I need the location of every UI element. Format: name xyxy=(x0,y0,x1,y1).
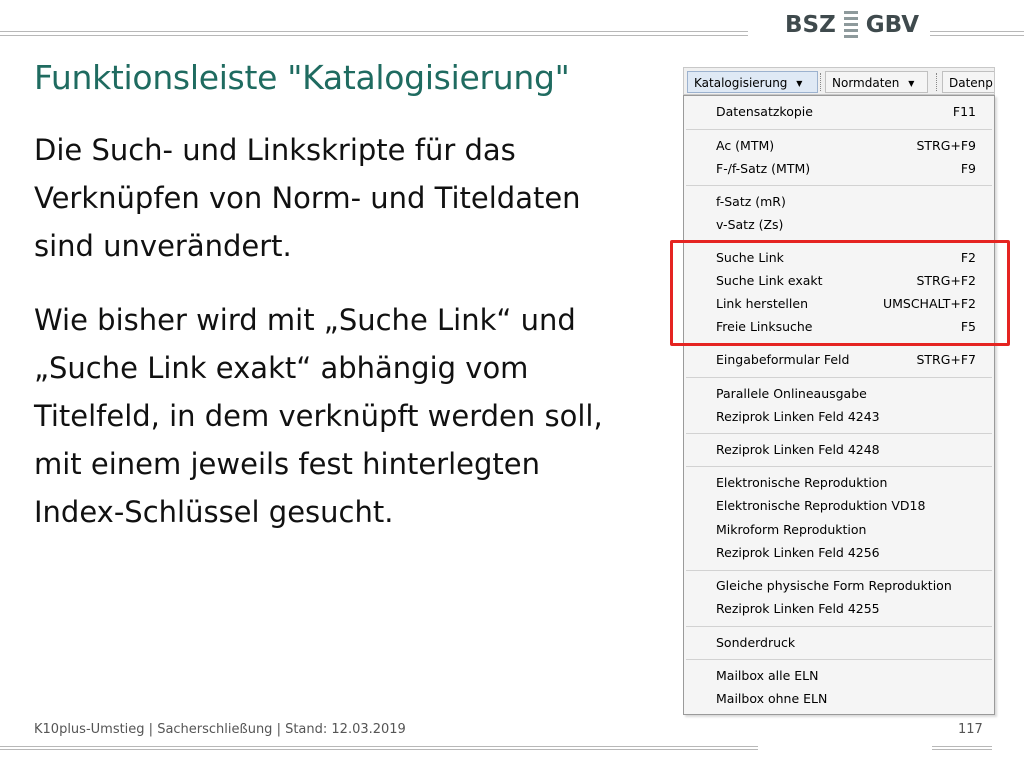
menu-item-label: Gleiche physische Form Reproduktion xyxy=(716,578,952,593)
footer-rule-bottom xyxy=(0,749,758,750)
menu-item-label: Reziprok Linken Feld 4243 xyxy=(716,409,880,424)
menu-item-label: Sonderdruck xyxy=(716,635,796,650)
menu-separator xyxy=(686,466,992,467)
logo-text-left: BSZ xyxy=(785,12,836,38)
menu-normdaten-label: Normdaten xyxy=(832,76,900,90)
logo-mark-icon xyxy=(842,10,860,40)
menu-item-f-satz-mtm[interactable] xyxy=(716,159,976,179)
slide-title: Funktionsleiste "Katalogisierung" xyxy=(34,58,570,97)
header-rule-top xyxy=(0,31,748,32)
menu-katalogisierung-label: Katalogisierung xyxy=(694,76,788,90)
menu-item-v-satz-zs[interactable] xyxy=(716,215,976,235)
katalogisierung-dropdown xyxy=(683,95,995,715)
header-rule-bottom xyxy=(0,35,748,36)
chevron-down-icon: ▼ xyxy=(796,78,803,88)
chevron-down-icon: ▼ xyxy=(908,78,915,88)
logo-text-right: GBV xyxy=(865,12,920,38)
menu-item-label: Ac (MTM) xyxy=(716,138,775,153)
menu-item-shortcut: STRG+F9 xyxy=(916,138,976,153)
footer-rule-right-top xyxy=(932,746,992,747)
menu-datenpflege-label: Datenp xyxy=(949,76,993,90)
footer-info: K10plus-Umstieg | Sacherschließung | Stand: 12.03.2019 xyxy=(34,722,406,737)
menu-item-reziprok-4248[interactable] xyxy=(716,440,976,460)
menu-item-label: Mailbox alle ELN xyxy=(716,668,819,683)
menu-separator xyxy=(686,570,992,571)
menu-item-ac-mtm[interactable] xyxy=(716,136,976,156)
menu-item-label: Datensatzkopie xyxy=(716,104,813,119)
menu-katalogisierung[interactable] xyxy=(687,71,818,93)
toolbar-grip-icon[interactable] xyxy=(936,73,940,91)
menu-datenpflege[interactable] xyxy=(942,71,995,93)
footer-rule-right-bottom xyxy=(932,749,992,750)
menu-item-mailbox-alle-eln[interactable] xyxy=(716,666,976,686)
menu-item-label: Parallele Onlineausgabe xyxy=(716,386,867,401)
menu-item-reziprok-4243[interactable] xyxy=(716,407,976,427)
menu-item-elektronische-reproduktion[interactable] xyxy=(716,473,976,493)
menu-item-reziprok-4256[interactable] xyxy=(716,543,976,563)
menu-item-label: Reziprok Linken Feld 4255 xyxy=(716,601,880,616)
menu-item-label: Suche Link xyxy=(716,250,784,265)
menu-item-label: v-Satz (Zs) xyxy=(716,217,784,232)
toolbar-grip-icon[interactable] xyxy=(820,73,824,91)
menu-normdaten[interactable] xyxy=(825,71,928,93)
menu-item-elektronische-reproduktion-vd18[interactable] xyxy=(716,496,976,516)
link-scripts-highlight-box xyxy=(670,240,1010,346)
menu-item-reziprok-4255[interactable] xyxy=(716,599,976,619)
menu-item-datensatzkopie[interactable] xyxy=(716,102,976,122)
menu-item-mailbox-ohne-eln[interactable] xyxy=(716,689,976,709)
menu-item-label: Link herstellen xyxy=(716,296,808,311)
bsz-gbv-logo xyxy=(785,8,920,42)
menu-item-eingabeformular-feld[interactable] xyxy=(716,350,976,370)
menu-item-label: Elektronische Reproduktion xyxy=(716,475,888,490)
menu-separator xyxy=(686,433,992,434)
header-rule-right-bottom xyxy=(930,35,1024,36)
menu-separator xyxy=(686,129,992,130)
menu-item-label: Mailbox ohne ELN xyxy=(716,691,828,706)
menu-item-shortcut: STRG+F2 xyxy=(916,273,976,288)
menu-item-shortcut: F2 xyxy=(960,250,976,265)
menu-item-label: F-/f-Satz (MTM) xyxy=(716,161,811,176)
menu-item-label: f-Satz (mR) xyxy=(716,194,786,209)
menu-separator xyxy=(686,659,992,660)
menu-item-gleiche-physische-form[interactable] xyxy=(716,576,976,596)
menu-item-mikroform-reproduktion[interactable] xyxy=(716,520,976,540)
body-paragraph-1: Die Such- und Linkskripte für das Verknüpfen von Norm- und Titeldaten sind unverändert. xyxy=(34,133,581,263)
menu-item-label: Reziprok Linken Feld 4248 xyxy=(716,442,880,457)
menu-separator xyxy=(686,185,992,186)
menu-item-shortcut: F5 xyxy=(960,319,976,334)
menu-item-label: Freie Linksuche xyxy=(716,319,813,334)
menu-item-f-satz-mr[interactable] xyxy=(716,192,976,212)
menu-item-shortcut: F11 xyxy=(952,104,976,119)
menu-item-shortcut: F9 xyxy=(960,161,976,176)
menu-item-shortcut: UMSCHALT+F2 xyxy=(882,296,976,311)
menu-item-parallele-onlineausgabe[interactable] xyxy=(716,384,976,404)
menu-separator xyxy=(686,626,992,627)
menu-item-label: Reziprok Linken Feld 4256 xyxy=(716,545,880,560)
menu-item-label: Mikroform Reproduktion xyxy=(716,522,867,537)
menu-item-sonderdruck[interactable] xyxy=(716,633,976,653)
menu-item-label: Eingabeformular Feld xyxy=(716,352,850,367)
menu-separator xyxy=(686,377,992,378)
menu-item-shortcut: STRG+F7 xyxy=(916,352,976,367)
menu-item-label: Elektronische Reproduktion VD18 xyxy=(716,498,926,513)
page-number: 117 xyxy=(958,722,983,737)
menu-item-label: Suche Link exakt xyxy=(716,273,823,288)
body-paragraph-2: Wie bisher wird mit „Suche Link“ und „Suche Link exakt“ abhängig vom Titelfeld, in dem verknüpft werden soll, mit einem jeweils fest hinterlegten Index-Schlüssel gesucht. xyxy=(34,303,603,529)
katalogisierung-toolbar xyxy=(683,67,995,95)
header-rule-right-top xyxy=(930,31,1024,32)
footer-rule-top xyxy=(0,746,758,747)
